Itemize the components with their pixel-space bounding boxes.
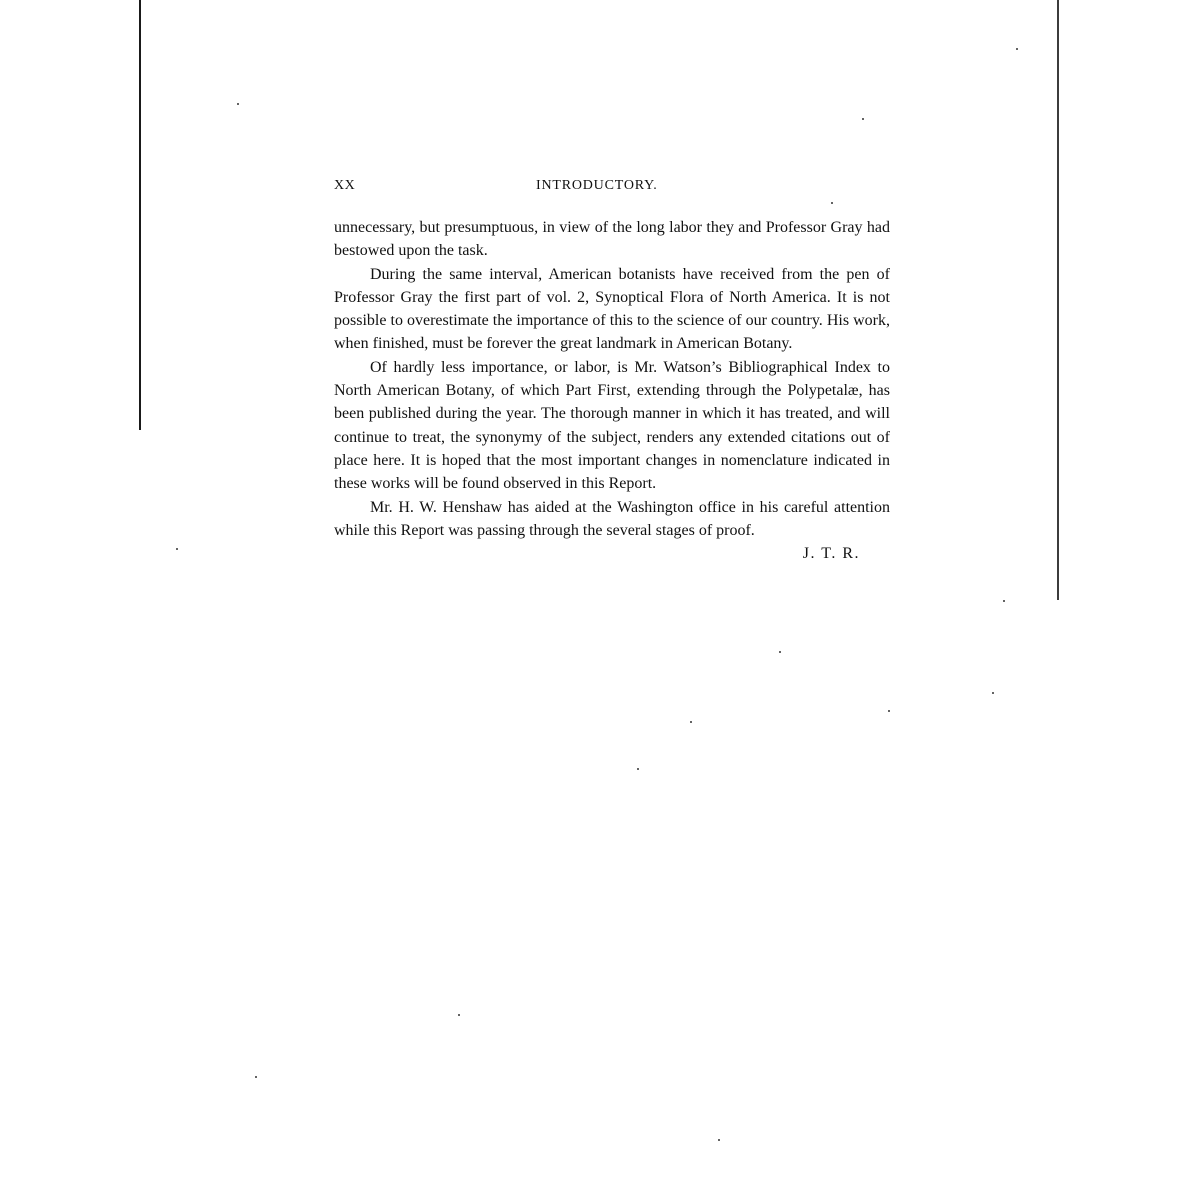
- scan-speck: [176, 548, 178, 550]
- body-text: [334, 216, 890, 542]
- scan-speck: [1003, 600, 1005, 602]
- scan-speck: [458, 1014, 460, 1016]
- scan-speck: [637, 768, 639, 770]
- paragraph-continuation: unnecessary, but presumptuous, in view of the long labor they and Professor Gray had bestowed upon the task.: [334, 219, 890, 260]
- paragraph-synoptical-flora: During the same interval, American botanists have received from the pen of Professor Gray the first part of vol. 2, Synoptical Flora of North America. It is not possible to overestimate the importance of this to the science of our country. His work, when finished, must be forever the great landmark in American Botany.: [334, 265, 890, 353]
- scan-speck: [779, 651, 781, 653]
- scan-speck: [862, 118, 864, 120]
- scan-speck: [690, 721, 692, 723]
- scan-edge-left: [139, 0, 141, 430]
- scan-speck: [1016, 48, 1018, 50]
- scan-speck: [888, 710, 890, 712]
- scan-speck: [718, 1139, 720, 1141]
- scan-speck: [831, 202, 833, 204]
- page-number: XX: [334, 178, 356, 193]
- section-title: INTRODUCTORY.: [536, 178, 658, 193]
- paragraph-bibliographical-index: Of hardly less importance, or labor, is Mr. Watson’s Bibliographical Index to North American Botany, of which Part First, extending through the Polypetalæ, has been published during the year. The thorough manner in which it has treated, and will continue to treat, the synonymy of the subject, renders any extended citations out of place here. It is hoped that the most important changes in nomenclature indicated in these works will be found observed in this Report.: [334, 358, 890, 493]
- signature-initials: J. T. R.: [802, 545, 860, 563]
- scan-speck: [992, 692, 994, 694]
- paragraph-acknowledgement: Mr. H. W. Henshaw has aided at the Washington office in his careful attention while this Report was passing through the several stages of proof.: [334, 498, 890, 539]
- scan-edge-right: [1057, 0, 1059, 600]
- running-head: [334, 178, 890, 202]
- scan-speck: [255, 1076, 257, 1078]
- scan-speck: [237, 103, 239, 105]
- document-page: [334, 178, 890, 565]
